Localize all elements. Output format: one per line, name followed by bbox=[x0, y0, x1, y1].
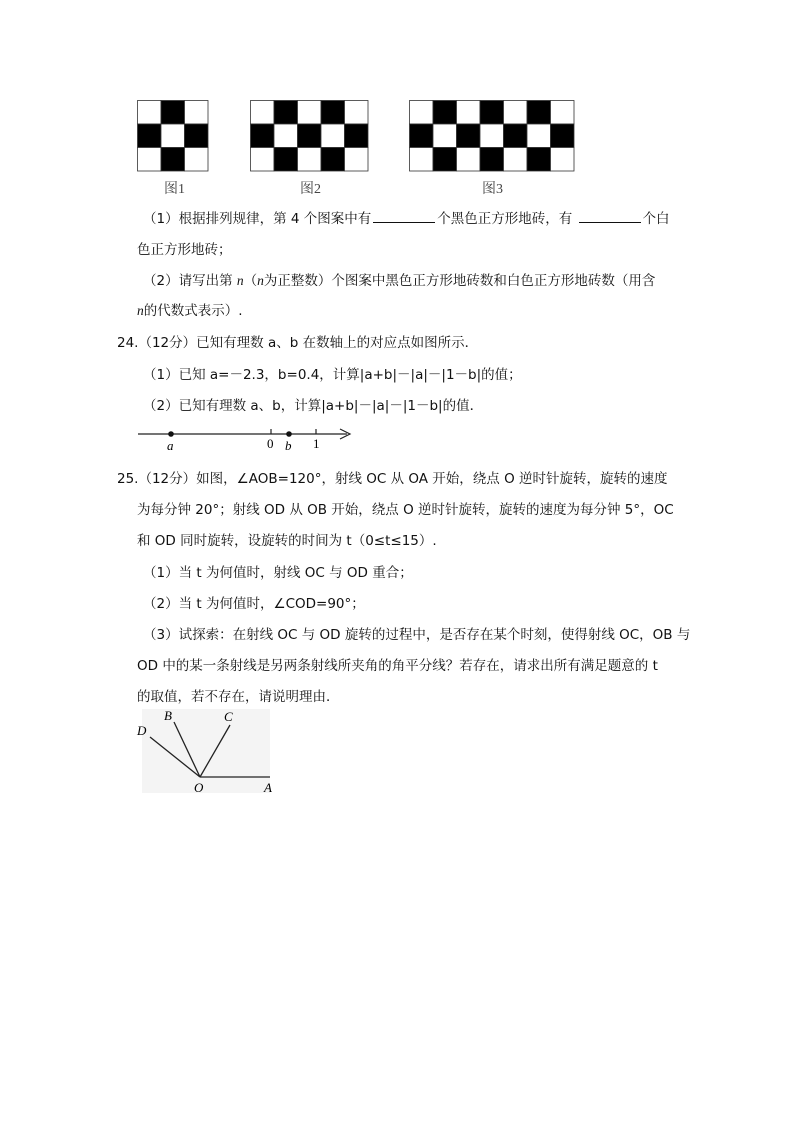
black-tile bbox=[527, 148, 551, 172]
point-b bbox=[286, 431, 292, 437]
q25-part1: （1）当 t 为何值时，射线 OC 与 OD 重合； bbox=[143, 565, 413, 581]
label-zero: 0 bbox=[267, 436, 274, 451]
tile-figure-3 bbox=[409, 100, 577, 172]
label-D: D bbox=[137, 723, 147, 738]
black-tile bbox=[457, 124, 481, 148]
white-tile bbox=[138, 148, 162, 172]
black-tile bbox=[161, 148, 185, 172]
figure-3-caption: 图3 bbox=[482, 182, 503, 197]
label-C: C bbox=[224, 709, 233, 724]
white-tile bbox=[551, 148, 575, 172]
q25-part3-line2: OD 中的某一条射线是另两条射线所夹角的角平分线？若存在，请求出所有满足题意的 t bbox=[137, 658, 658, 674]
black-tile bbox=[161, 101, 185, 125]
black-tile bbox=[138, 124, 162, 148]
white-tile bbox=[185, 101, 209, 125]
black-tile bbox=[345, 124, 369, 148]
black-tile bbox=[251, 124, 275, 148]
label-one: 1 bbox=[313, 436, 320, 451]
black-tile bbox=[551, 124, 575, 148]
angle-diagram bbox=[132, 705, 282, 800]
white-tile bbox=[345, 148, 369, 172]
q23-part2-line2: n的代数式表示）. bbox=[137, 303, 243, 319]
q25-part3-line3: 的取值，若不存在，请说明理由． bbox=[137, 689, 340, 705]
white-tile bbox=[410, 101, 434, 125]
tile-figure-2 bbox=[250, 100, 372, 172]
q25-line3: 和 OD 同时旋转，设旋转的时间为 t（0≤t≤15）. bbox=[137, 533, 437, 549]
answer-blank-black[interactable] bbox=[373, 210, 435, 223]
black-tile bbox=[480, 101, 504, 125]
black-tile bbox=[433, 101, 457, 125]
black-tile bbox=[298, 124, 322, 148]
white-tile bbox=[504, 101, 528, 125]
label-a: a bbox=[167, 438, 174, 453]
q24-part2: （2）已知有理数 a、b，计算|a+b|－|a|－|1－b|的值． bbox=[143, 398, 484, 414]
answer-blank-white[interactable] bbox=[579, 210, 641, 223]
white-tile bbox=[345, 101, 369, 125]
q24-part1: （1）已知 a=－2.3，b=0.4，计算|a+b|－|a|－|1－b|的值； bbox=[143, 367, 522, 383]
q25-part3-line1: （3）试探索：在射线 OC 与 OD 旋转的过程中，是否存在某个时刻，使得射线 OC，OB 与 bbox=[143, 627, 691, 643]
white-tile bbox=[251, 148, 275, 172]
black-tile bbox=[321, 148, 345, 172]
label-O: O bbox=[194, 780, 204, 795]
tile-figure-1 bbox=[137, 100, 211, 172]
white-tile bbox=[298, 101, 322, 125]
white-tile bbox=[480, 124, 504, 148]
point-a bbox=[168, 431, 174, 437]
figure-2-caption: 图2 bbox=[300, 182, 321, 197]
white-tile bbox=[410, 148, 434, 172]
white-tile bbox=[457, 148, 481, 172]
label-b: b bbox=[285, 438, 292, 453]
black-tile bbox=[433, 148, 457, 172]
white-tile bbox=[504, 148, 528, 172]
white-tile bbox=[433, 124, 457, 148]
q24-title: 24.（12分）已知有理数 a、b 在数轴上的对应点如图所示． bbox=[117, 335, 479, 351]
black-tile bbox=[321, 101, 345, 125]
number-line bbox=[135, 420, 360, 456]
white-tile bbox=[138, 101, 162, 125]
white-tile bbox=[457, 101, 481, 125]
white-tile bbox=[251, 101, 275, 125]
label-B: B bbox=[164, 708, 172, 723]
white-tile bbox=[321, 124, 345, 148]
q25-line2: 为每分钟 20°；射线 OD 从 OB 开始，绕点 O 逆时针旋转，旋转的速度为每分钟 5°，OC bbox=[137, 502, 674, 518]
white-tile bbox=[298, 148, 322, 172]
q23-part1-line2: 色正方形地砖； bbox=[137, 242, 232, 258]
white-tile bbox=[161, 124, 185, 148]
white-tile bbox=[185, 148, 209, 172]
q23-part1-line1: （1）根据排列规律，第 4 个图案中有 个黑色正方形地砖，有 个白 bbox=[143, 211, 670, 227]
black-tile bbox=[504, 124, 528, 148]
black-tile bbox=[480, 148, 504, 172]
black-tile bbox=[185, 124, 209, 148]
q23-part2-line1: （2）请写出第 n（n为正整数）个图案中黑色正方形地砖数和白色正方形地砖数（用含 bbox=[143, 273, 656, 289]
white-tile bbox=[274, 124, 298, 148]
q25-line1: 25.（12分）如图，∠AOB=120°，射线 OC 从 OA 开始，绕点 O 逆时针旋转，旋转的速度 bbox=[117, 471, 668, 487]
white-tile bbox=[551, 101, 575, 125]
q25-part2: （2）当 t 为何值时，∠COD=90°； bbox=[143, 596, 365, 612]
label-A: A bbox=[264, 780, 272, 795]
black-tile bbox=[274, 101, 298, 125]
figure-1-caption: 图1 bbox=[164, 182, 185, 197]
black-tile bbox=[274, 148, 298, 172]
black-tile bbox=[410, 124, 434, 148]
white-tile bbox=[527, 124, 551, 148]
black-tile bbox=[527, 101, 551, 125]
